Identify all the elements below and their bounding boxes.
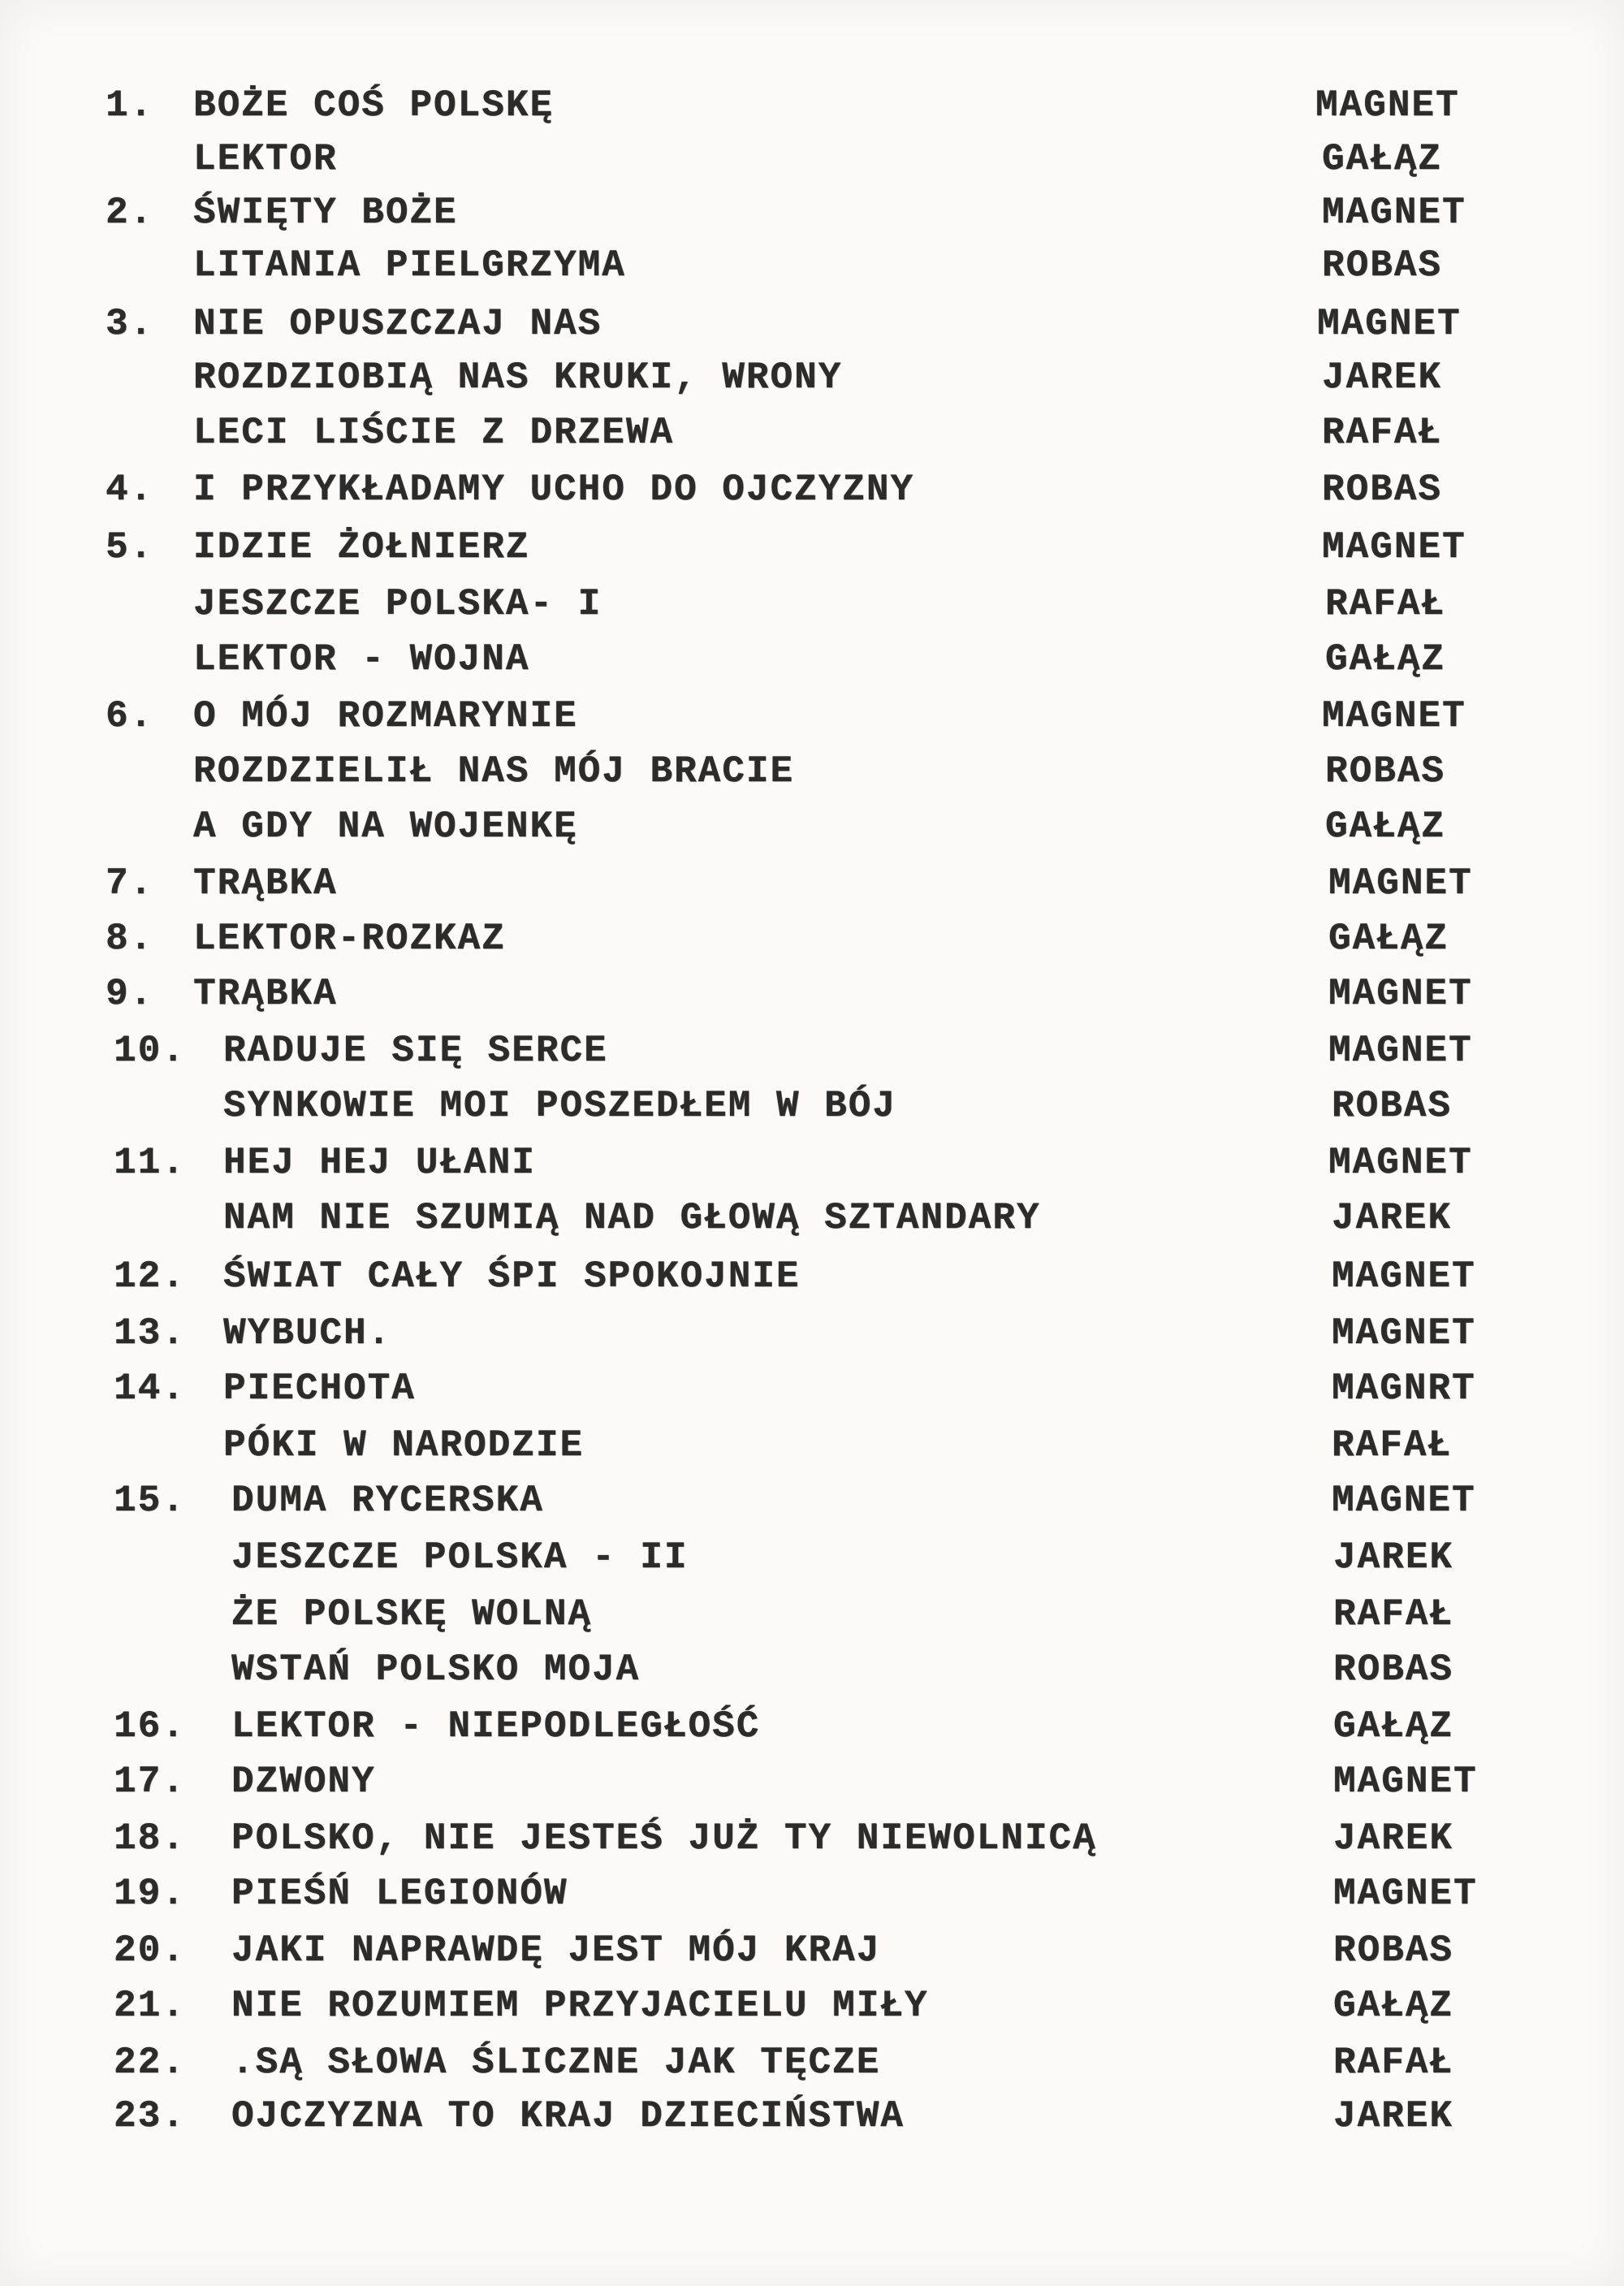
item-number: 17.	[114, 1761, 186, 1803]
item-performer: MAGNET	[1333, 1873, 1478, 1915]
program-item	[0, 1421, 1624, 1470]
item-performer: MAGNET	[1322, 192, 1466, 234]
program-item	[0, 914, 1624, 963]
item-title: JESZCZE POLSKA - II	[231, 1536, 689, 1579]
program-item	[0, 1252, 1624, 1301]
program-item	[0, 1533, 1624, 1582]
item-title: LITANIA PIELGRZYMA	[193, 244, 626, 287]
item-performer: GAŁĄZ	[1328, 918, 1449, 960]
item-number: 5.	[106, 526, 154, 568]
item-number: 3.	[106, 303, 154, 345]
item-title: ROZDZIELIŁ NAS MÓJ BRACIE	[193, 750, 795, 793]
item-performer: GAŁĄZ	[1322, 138, 1443, 180]
program-item	[0, 135, 1624, 184]
item-number: 20.	[114, 1929, 186, 1972]
item-performer: JAREK	[1333, 1536, 1454, 1579]
item-number: 8.	[106, 918, 154, 960]
program-item	[0, 1139, 1624, 1187]
item-title: LEKTOR-ROZKAZ	[193, 918, 506, 960]
item-performer: RAFAŁ	[1325, 583, 1446, 625]
item-title: A GDY NA WOJENKĘ	[193, 806, 578, 848]
item-performer: MAGNET	[1328, 1030, 1473, 1072]
item-performer: GAŁĄZ	[1333, 1705, 1454, 1748]
item-number: 9.	[106, 973, 154, 1015]
item-performer: MAGNET	[1328, 973, 1473, 1015]
item-title: TRĄBKA	[193, 973, 338, 1015]
item-title: I PRZYKŁADAMY UCHO DO OJCZYZNY	[193, 469, 915, 511]
item-performer: MAGNET	[1328, 1142, 1473, 1184]
item-title: NAM NIE SZUMIĄ NAD GŁOWĄ SZTANDARY	[223, 1197, 1041, 1239]
program-item	[0, 1869, 1624, 1918]
item-title: ROZDZIOBIĄ NAS KRUKI, WRONY	[193, 357, 843, 399]
item-number: 6.	[106, 695, 154, 737]
item-performer: MAGNET	[1333, 1761, 1478, 1803]
item-performer: GAŁĄZ	[1333, 1985, 1454, 2027]
item-performer: RAFAŁ	[1332, 1424, 1453, 1467]
item-number: 11.	[114, 1142, 186, 1184]
program-item	[0, 1702, 1624, 1751]
item-title: .SĄ SŁOWA ŚLICZNE JAK TĘCZE	[231, 2042, 881, 2084]
item-performer: RAFAŁ	[1333, 2042, 1454, 2084]
item-performer: RAFAŁ	[1322, 412, 1443, 454]
program-item	[0, 300, 1624, 348]
item-title: IDZIE ŻOŁNIERZ	[193, 526, 530, 568]
item-title: O MÓJ ROZMARYNIE	[193, 695, 578, 737]
item-title: NIE OPUSZCZAJ NAS	[193, 303, 603, 345]
item-number: 13.	[114, 1312, 186, 1355]
item-title: ŚWIAT CAŁY ŚPI SPOKOJNIE	[223, 1255, 801, 1298]
item-performer: ROBAS	[1333, 1929, 1454, 1972]
item-title: OJCZYZNA TO KRAJ DZIECIŃSTWA	[231, 2095, 905, 2137]
program-item	[0, 635, 1624, 684]
item-title: ŻE POLSKĘ WOLNĄ	[231, 1593, 593, 1636]
item-performer: JAREK	[1322, 357, 1443, 399]
item-performer: MAGNET	[1315, 84, 1460, 127]
item-number: 19.	[114, 1873, 186, 1915]
item-title: PIECHOTA	[223, 1368, 416, 1410]
item-performer: GAŁĄZ	[1325, 806, 1446, 848]
program-item	[0, 241, 1624, 290]
item-title: DUMA RYCERSKA	[231, 1480, 544, 1522]
program-item	[0, 523, 1624, 572]
item-number: 14.	[114, 1368, 186, 1410]
item-number: 23.	[114, 2095, 186, 2137]
item-title: WSTAŃ POLSKO MOJA	[231, 1649, 641, 1691]
item-performer: MAGNET	[1332, 1480, 1476, 1522]
item-title: RADUJE SIĘ SERCE	[223, 1030, 608, 1072]
program-item	[0, 1757, 1624, 1806]
item-number: 1.	[106, 84, 154, 127]
item-number: 4.	[106, 469, 154, 511]
program-item	[0, 1082, 1624, 1130]
item-performer: ROBAS	[1333, 1649, 1454, 1691]
item-number: 15.	[114, 1480, 186, 1522]
program-item	[0, 970, 1624, 1018]
item-title: SYNKOWIE MOI POSZEDŁEM W BÓJ	[223, 1085, 896, 1127]
program-item	[0, 802, 1624, 851]
item-number: 21.	[114, 1985, 186, 2027]
item-title: HEJ HEJ UŁANI	[223, 1142, 536, 1184]
item-number: 22.	[114, 2042, 186, 2084]
program-item	[0, 188, 1624, 237]
item-title: JESZCZE POLSKA- I	[193, 583, 603, 625]
item-title: LEKTOR	[193, 138, 338, 180]
item-title: POLSKO, NIE JESTEŚ JUŻ TY NIEWOLNICĄ	[231, 1817, 1097, 1860]
program-item	[0, 859, 1624, 908]
item-title: LEKTOR - NIEPODLEGŁOŚĆ	[231, 1705, 761, 1748]
program-item	[0, 1309, 1624, 1358]
program-item	[0, 1981, 1624, 2030]
item-title: LEKTOR - WOJNA	[193, 638, 530, 681]
item-performer: JAREK	[1332, 1197, 1453, 1239]
program-item	[0, 1814, 1624, 1863]
item-title: BOŻE COŚ POLSKĘ	[193, 84, 555, 127]
item-performer: ROBAS	[1322, 469, 1443, 511]
program-item	[0, 81, 1624, 130]
program-item	[0, 580, 1624, 629]
program-item	[0, 353, 1624, 402]
program-item	[0, 1590, 1624, 1639]
program-item	[0, 2038, 1624, 2087]
item-number: 10.	[114, 1030, 186, 1072]
item-title: NIE ROZUMIEM PRZYJACIELU MIŁY	[231, 1985, 929, 2027]
item-number: 18.	[114, 1817, 186, 1860]
item-title: JAKI NAPRAWDĘ JEST MÓJ KRAJ	[231, 1929, 881, 1972]
program-item	[0, 1645, 1624, 1694]
item-performer: MAGNET	[1332, 1312, 1476, 1355]
item-title: TRĄBKA	[193, 862, 338, 905]
item-title: PÓKI W NARODZIE	[223, 1424, 585, 1467]
program-item	[0, 1194, 1624, 1242]
program-item	[0, 747, 1624, 796]
item-performer: ROBAS	[1332, 1085, 1453, 1127]
program-item	[0, 1364, 1624, 1413]
program-item	[0, 465, 1624, 514]
program-item	[0, 1026, 1624, 1075]
program-item	[0, 692, 1624, 741]
item-title: DZWONY	[231, 1761, 376, 1803]
item-number: 12.	[114, 1255, 186, 1298]
item-performer: MAGNET	[1332, 1255, 1476, 1298]
item-performer: MAGNET	[1317, 303, 1462, 345]
item-title: PIEŚŃ LEGIONÓW	[231, 1873, 568, 1915]
item-title: WYBUCH.	[223, 1312, 392, 1355]
item-performer: GAŁĄZ	[1325, 638, 1446, 681]
item-performer: JAREK	[1333, 1817, 1454, 1860]
item-performer: ROBAS	[1325, 750, 1446, 793]
item-performer: MAGNET	[1322, 695, 1466, 737]
program-item	[0, 1926, 1624, 1975]
item-number: 7.	[106, 862, 154, 905]
item-performer: RAFAŁ	[1333, 1593, 1454, 1636]
item-number: 2.	[106, 192, 154, 234]
program-item	[0, 1476, 1624, 1525]
item-number: 16.	[114, 1705, 186, 1748]
item-performer: JAREK	[1333, 2095, 1454, 2137]
program-item	[0, 408, 1624, 457]
item-title: ŚWIĘTY BOŻE	[193, 192, 458, 234]
item-performer: ROBAS	[1322, 244, 1443, 287]
item-title: LECI LIŚCIE Z DRZEWA	[193, 412, 675, 454]
item-performer: MAGNET	[1328, 862, 1473, 905]
program-item	[0, 2092, 1624, 2141]
item-performer: MAGNRT	[1332, 1368, 1476, 1410]
item-performer: MAGNET	[1322, 526, 1466, 568]
